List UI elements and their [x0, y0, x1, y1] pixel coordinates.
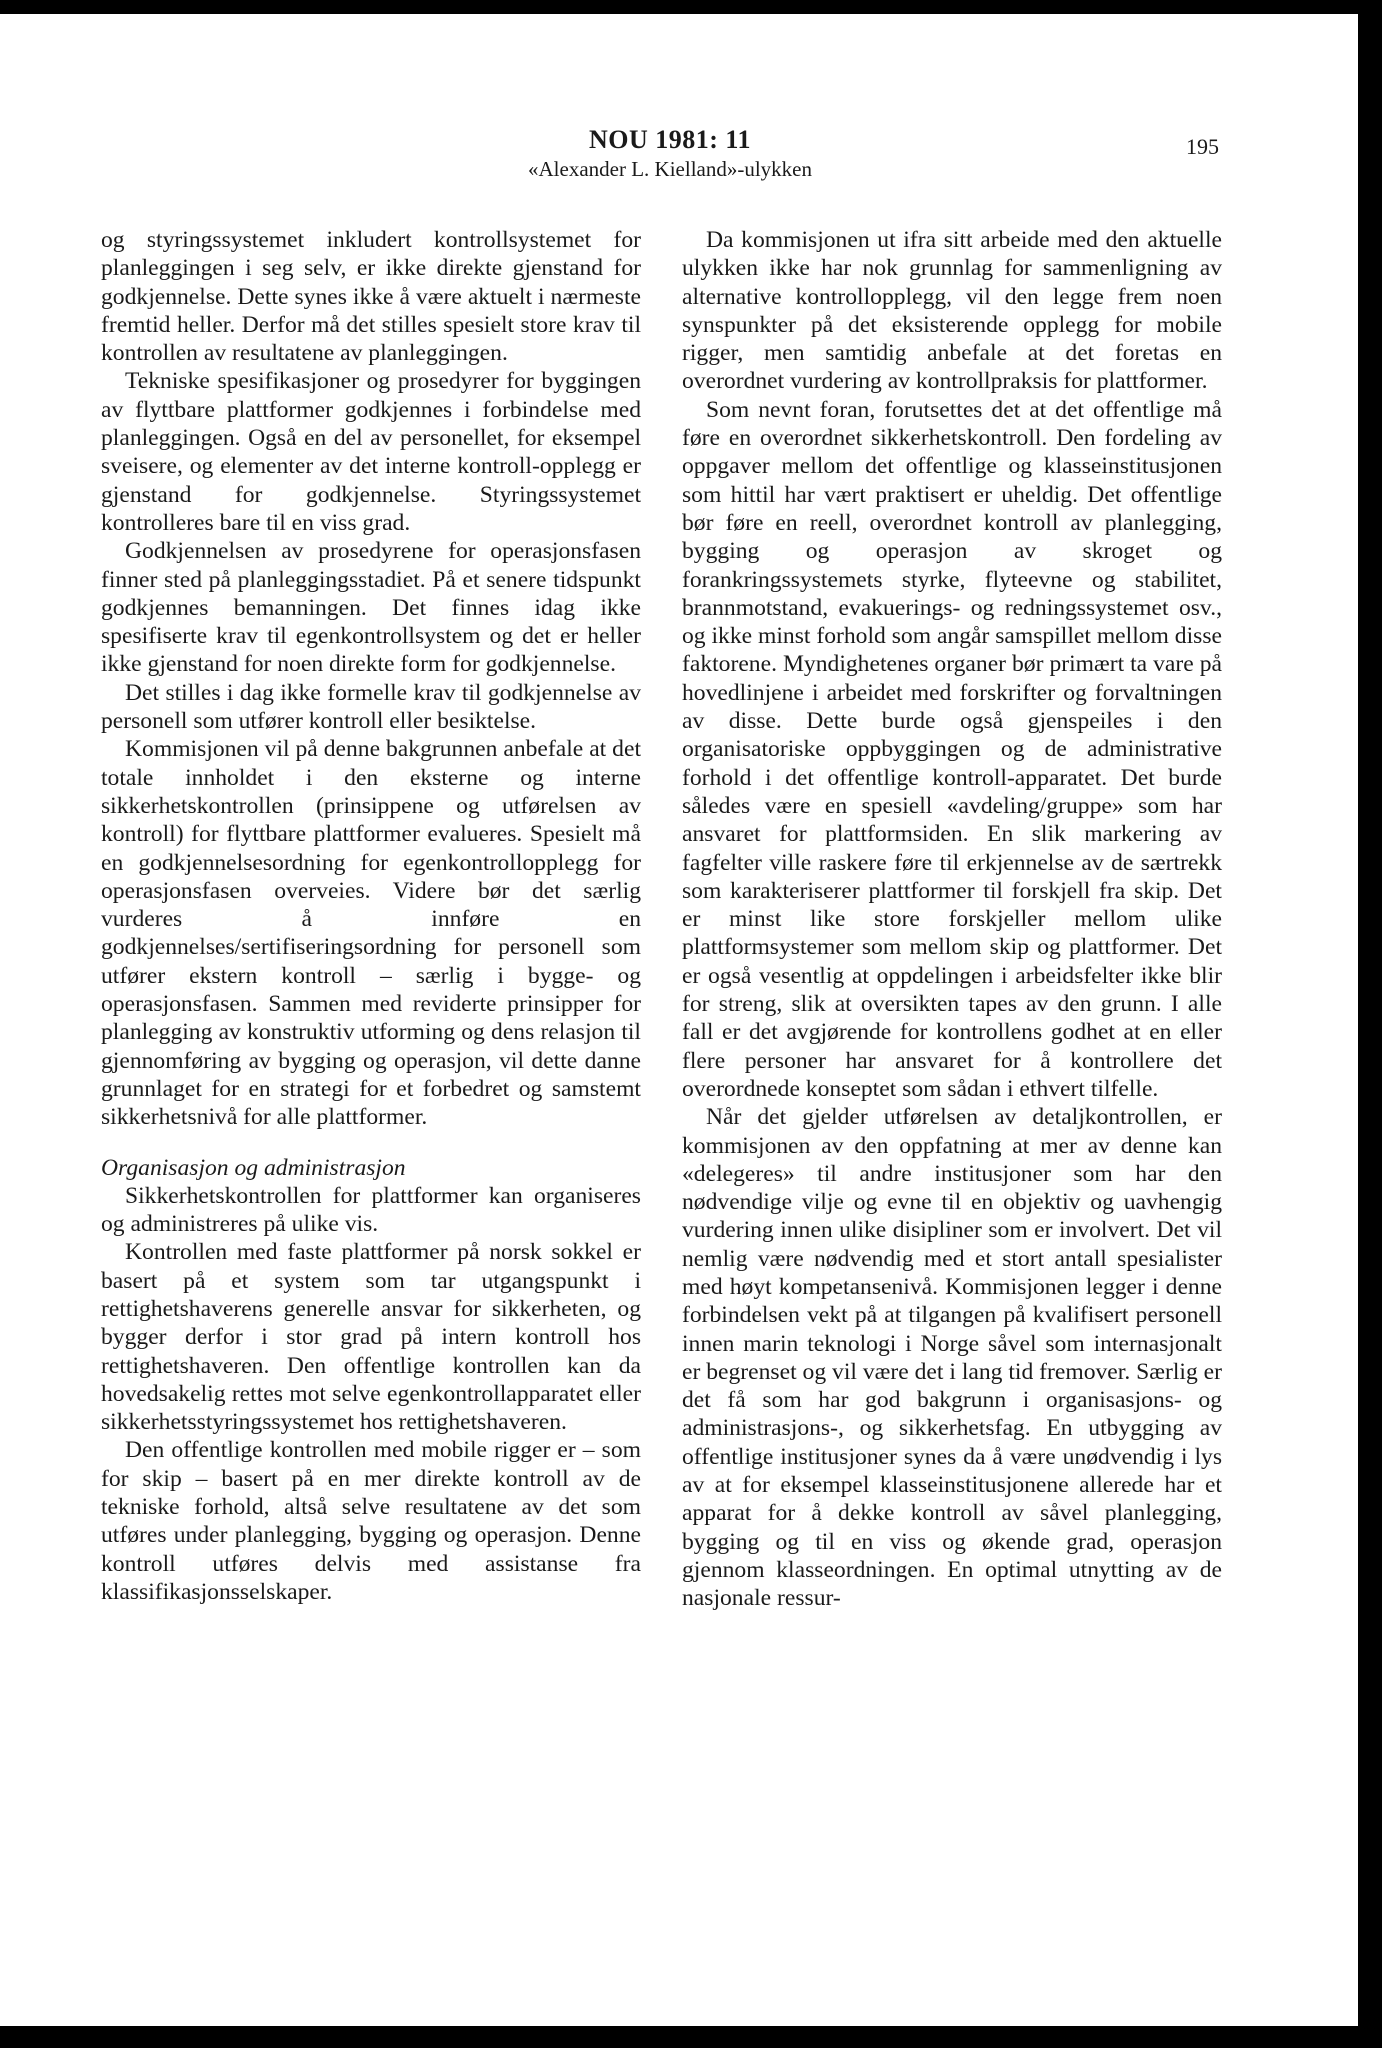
- running-header-subtitle: «Alexander L. Kielland»-ulykken: [528, 157, 812, 181]
- section-heading: Organisasjon og administrasjon: [101, 1154, 406, 1181]
- right-column: [682, 226, 1222, 1613]
- paragraph: Godkjennelsen av prosedyrene for operasjonsfasen finner sted på planleggingsstadiet. På et senere tidspunkt godkjennes bemanningen. Det finnes idag ikke spesifiserte krav til egenkontrollsystem og det er heller ikke gjenstand for noen direkte form for godkjennelse.: [101, 538, 641, 678]
- scan-border-right: [1358, 0, 1382, 2048]
- scan-border-top: [0, 0, 1382, 14]
- paragraph: Når det gjelder utførelsen av detaljkontrollen, er kommisjonen av den oppfatning at mer av denne kan «delegeres» til andre institusjoner som har den nødvendige vilje og evne til en objektiv og uavhengig vurdering innen ulike disipliner som er involvert. Det vil nemlig være nødvendig med et stort antall spesialister med høyt kompetansenivå. Kommisjonen legger i denne forbindelsen vekt på at tilgangen på kvalifisert personell innen marin teknologi i Norge såvel som internasjonalt er begrenset og vil være det i lang tid fremover. Særlig er det få som har god bakgrunn i organisasjons- og administrasjons-, og sikkerhetsfag. En utbygging av offentlige institusjoner synes da å være unødvendig i lys av at for eksempel klasseinstitusjonene allerede har et apparat for å dekke kontroll av såvel planlegging, bygging og til en viss og økende grad, operasjon gjennom klasseordningen. En optimal utnytting av de nasjonale ressur-: [682, 1104, 1222, 1612]
- paragraph: og styringssystemet inkludert kontrollsystemet for planleggingen i seg selv, er ikke direkte gjenstand for godkjennelse. Dette synes ikke å være aktuelt i nærmeste fremtid heller. Derfor må det stilles spesielt store krav til kontrollen av resultatene av planleggingen.: [101, 227, 641, 367]
- paragraph: Som nevnt foran, forutsettes det at det offentlige må føre en overordnet sikkerhetskontroll. Den fordeling av oppgaver mellom det offentlige og klasseinstitusjonen som hittil har vært praktisert er uheldig. Det offentlige bør føre en reell, overordnet kontroll av planlegging, bygging og operasjon av skroget og forankringssystemets styrke, flyteevne og stabilitet, brannmotstand, evakuerings- og redningssystemet osv., og ikke minst forhold som angår samspillet mellom disse faktorene. Myndighetenes organer bør primært ta vare på hovedlinjene i arbeidet med forskrifter og forvaltningen av disse. Dette burde også gjenspeiles i den organisatoriske oppbyggingen og de administrative forhold i det offentlige kontroll-apparatet. Det burde således være en spesiell «avdeling/gruppe» som har ansvaret for plattformsiden. En slik markering av fagfelter ville raskere føre til erkjennelse av de særtrekk som karakteriserer plattformer til forskjell fra skip. Det er minst like store forskjeller mellom ulike plattformsystemer som mellom skip og plattformer. Det er også vesentlig at oppdelingen i arbeidsfelter ikke blir for streng, slik at oversikten tapes av den grunn. I alle fall er det avgjørende for kontrollens godhet at en eller flere personer har ansvaret for å kontrollere det overordnede konseptet som sådan i ethvert tilfelle.: [682, 396, 1222, 1102]
- paragraph: Tekniske spesifikasjoner og prosedyrer for byggingen av flyttbare plattformer godkjennes i forbindelse med planleggingen. Også en del av personellet, for eksempel sveisere, og elementer av det interne kontroll-opplegg er gjenstand for godkjennelse. Styringssystemet kontrolleres bare til en viss grad.: [101, 368, 641, 536]
- scan-border-bottom: [0, 2026, 1382, 2048]
- paragraph: Da kommisjonen ut ifra sitt arbeide med den aktuelle ulykken ikke har nok grunnlag for sammenligning av alternative kontrollopplegg, vil den legge frem noen synspunkter på det eksisterende opplegg for mobile rigger, men samtidig anbefale at det foretas en overordnet vurdering av kontrollpraksis for plattformer.: [682, 227, 1222, 395]
- paragraph: Det stilles i dag ikke formelle krav til godkjennelse av personell som utfører kontroll eller besiktelse.: [101, 679, 641, 735]
- paragraph: Sikkerhetskontrollen for plattformer kan organiseres og administreres på ulike vis.: [101, 1182, 641, 1238]
- page-number: 195: [1186, 134, 1219, 159]
- paragraph: Den offentlige kontrollen med mobile rigger er – som for skip – basert på en mer direkte kontroll av de tekniske forhold, altså selve resultatene av det som utføres under planlegging, bygging og operasjon. Denne kontroll utføres delvis med assistanse fra klassifikasjonsselskaper.: [101, 1437, 641, 1605]
- left-column: [101, 226, 641, 1606]
- paragraph: Kommisjonen vil på denne bakgrunnen anbefale at det totale innholdet i den eksterne og interne sikkerhetskontrollen (prinsippene og utførelsen av kontroll) for flyttbare plattformer evalueres. Spesielt må en godkjennelsesordning for egenkontrollopplegg for operasjonsfasen overveies. Videre bør det særlig vurderes å innføre en godkjennelses/sertifiseringsordning for personell som utfører ekstern kontroll – særlig i bygge- og operasjonsfasen. Sammen med reviderte prinsipper for planlegging av konstruktiv utforming og dens relasjon til gjennomføring av bygging og operasjon, vil dette danne grunnlaget for en strategi for et forbedret og samstemt sikkerhetsnivå for alle plattformer.: [101, 736, 641, 1131]
- paragraph: Kontrollen med faste plattformer på norsk sokkel er basert på et system som tar utgangspunkt i rettighetshaverens generelle ansvar for sikkerheten, og bygger derfor i stor grad på intern kontroll hos rettighetshaveren. Den offentlige kontrollen kan da hovedsakelig rettes mot selve egenkontrollapparatet eller sikkerhetsstyringssystemet hos rettighetshaveren.: [101, 1239, 641, 1436]
- running-header-title: NOU 1981: 11: [589, 125, 751, 154]
